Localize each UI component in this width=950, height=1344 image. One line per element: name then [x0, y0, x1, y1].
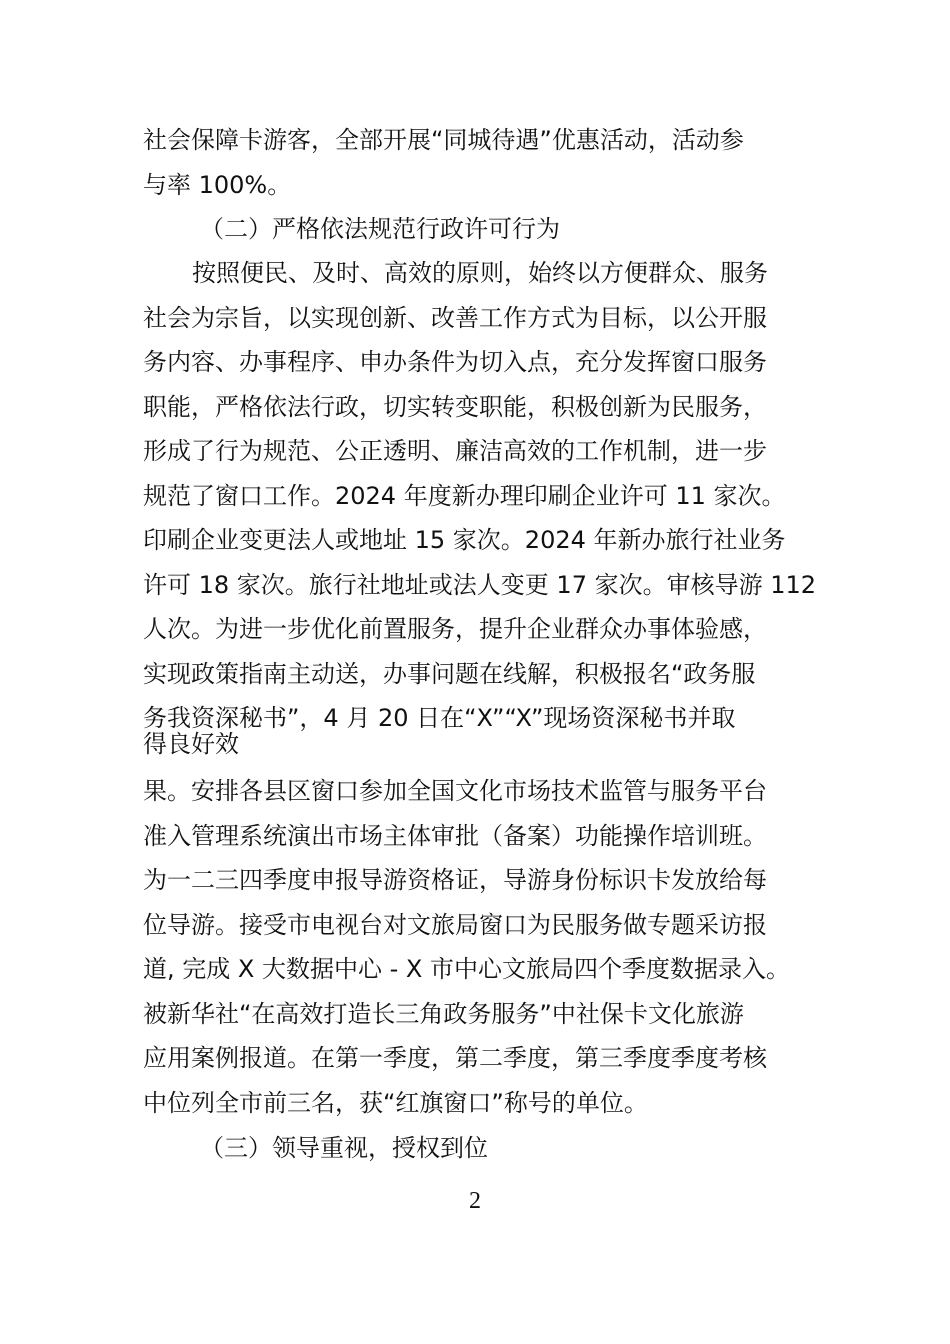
- paragraph-line: 人次。为进一步优化前置服务，提升企业群众办事体验感，: [143, 615, 767, 643]
- paragraph-line: 中位列全市前三名，获“红旗窗口”称号的单位。: [143, 1089, 648, 1117]
- paragraph-line: 务内容、办事程序、申办条件为切入点，充分发挥窗口服务: [143, 348, 767, 376]
- paragraph-line: 社会为宗旨，以实现创新、改善工作方式为目标，以公开服: [143, 304, 767, 332]
- paragraph-line: 印刷企业变更法人或地址 15 家次。2024 年新办旅行社业务: [143, 526, 786, 554]
- page-number: 2: [469, 1188, 481, 1214]
- paragraph-line: 形成了行为规范、公正透明、廉洁高效的工作机制，进一步: [143, 437, 767, 465]
- paragraph-line: 果。安排各县区窗口参加全国文化市场技术监管与服务平台: [143, 777, 767, 805]
- paragraph-line: 被新华社“在高效打造长三角政务服务”中社保卡文化旅游: [143, 1000, 744, 1028]
- section-heading: （二）严格依法规范行政许可行为: [200, 215, 560, 243]
- paragraph-line: 实现政策指南主动送，办事问题在线解，积极报名“政务服: [143, 660, 756, 688]
- paragraph-line: 职能，严格依法行政，切实转变职能，积极创新为民服务，: [143, 393, 767, 421]
- paragraph-line: 准入管理系统演出市场主体审批（备案）功能操作培训班。: [143, 822, 767, 850]
- paragraph-line: 得良好效: [143, 730, 239, 758]
- paragraph-line: 社会保障卡游客，全部开展“同城待遇”优惠活动，活动参: [143, 126, 744, 154]
- paragraph-line: 务我资深秘书”，4 月 20 日在“X”“X”现场资深秘书并取: [143, 704, 736, 732]
- paragraph-line: 与率 100%。: [143, 171, 292, 199]
- paragraph-line: 位导游。接受市电视台对文旅局窗口为民服务做专题采访报: [143, 911, 767, 939]
- paragraph-line: 道, 完成 X 大数据中心 - X 市中心文旅局四个季度数据录入。: [143, 955, 790, 983]
- section-heading: （三）领导重视，授权到位: [200, 1134, 488, 1162]
- paragraph-line: 许可 18 家次。旅行社地址或法人变更 17 家次。审核导游 112: [143, 571, 817, 599]
- paragraph-line: 规范了窗口工作。2024 年度新办理印刷企业许可 11 家次。: [143, 482, 786, 510]
- paragraph-line: 按照便民、及时、高效的原则，始终以方便群众、服务: [192, 259, 768, 287]
- paragraph-line: 应用案例报道。在第一季度，第二季度，第三季度季度考核: [143, 1044, 767, 1072]
- paragraph-line: 为一二三四季度申报导游资格证，导游身份标识卡发放给每: [143, 866, 767, 894]
